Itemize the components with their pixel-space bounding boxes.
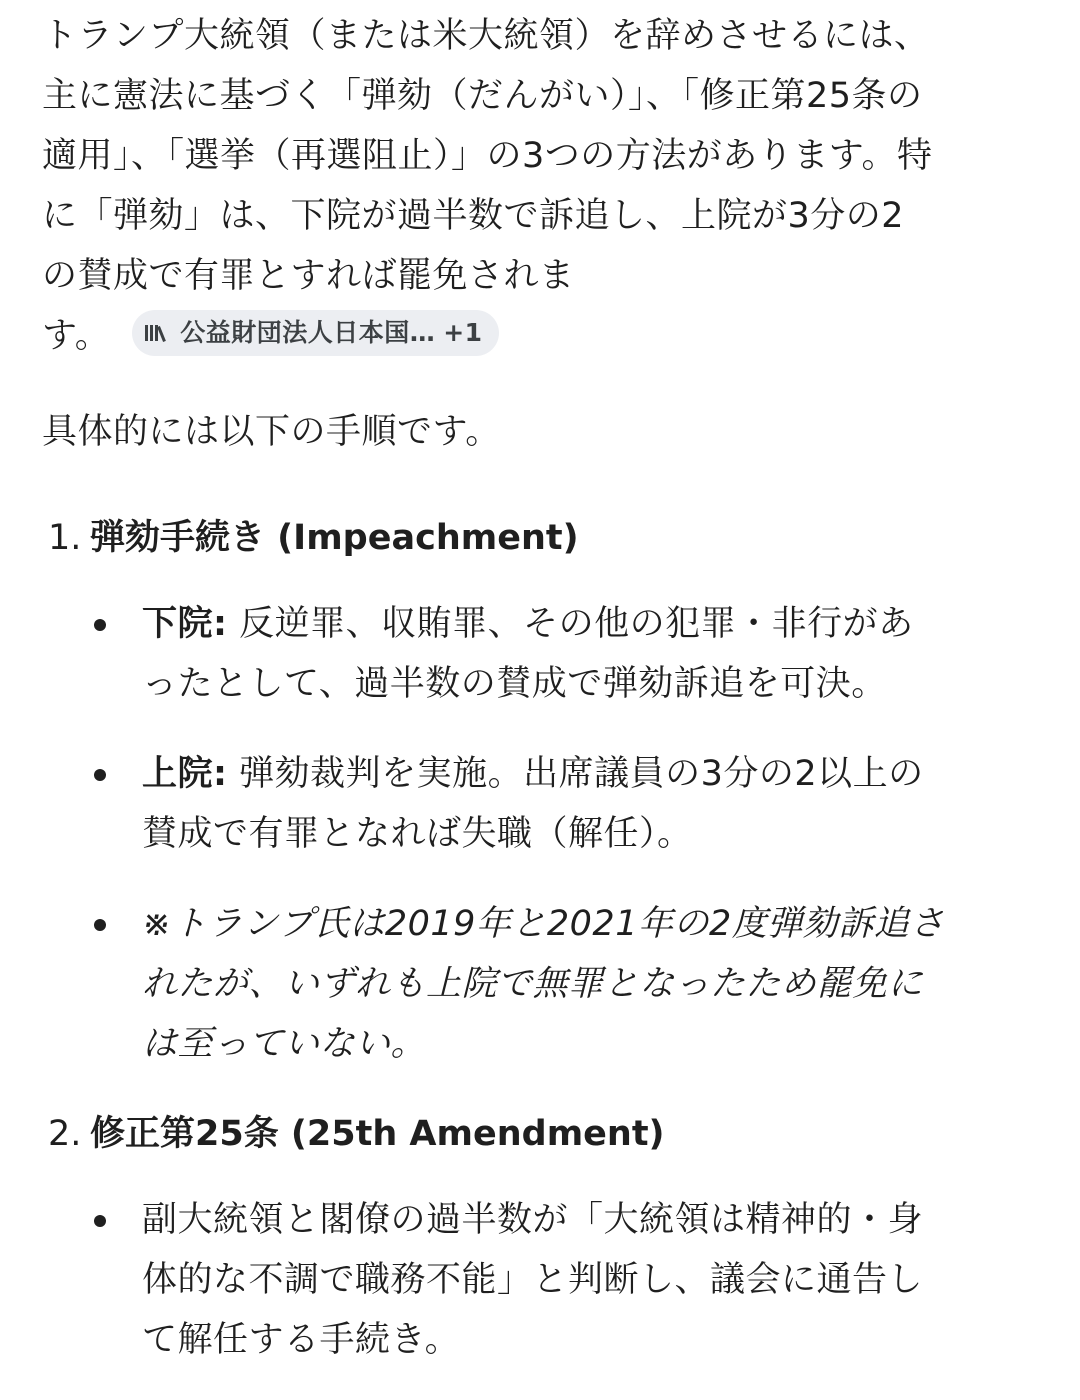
amendment-bullet-list <box>42 1190 1042 1370</box>
bullet-text: ったとして、過半数の賛成で弾劾訴追を可決。 <box>142 664 887 704</box>
impeachment-bullet-list <box>42 594 1042 1074</box>
intro-text: 具体的には以下の手順です。 <box>42 412 501 452</box>
summary-line: 主に憲法に基づく「弾劾（だんがい）」、「修正第25条の <box>42 76 923 116</box>
section-heading-impeachment <box>42 508 1042 568</box>
response-content <box>42 6 1042 1400</box>
summary-line: に「弾劾」は、下院が過半数で訴追し、上院が3分の2 <box>42 196 905 236</box>
bullet-senate <box>42 744 1042 864</box>
summary-paragraph <box>42 6 1042 366</box>
bullet-text: 副大統領と閣僚の過半数が「大統領は精神的・身 <box>142 1200 924 1240</box>
source-citation-chip[interactable] <box>132 310 498 356</box>
summary-last-fragment: す。 <box>42 316 111 356</box>
bullet-text: れたが、いずれも上院で無罪となったため罷免に <box>142 964 924 1004</box>
bullet-term: 上院: <box>142 754 228 794</box>
section-heading-25th-amendment <box>42 1104 1042 1164</box>
summary-line: の賛成で有罪とすれば罷免されま <box>42 256 575 296</box>
bullet-text: 反逆罪、収賄罪、その他の犯罪・非行があ <box>227 604 914 644</box>
bullet-note <box>42 894 1042 1074</box>
section-title: 修正第25条 (25th Amendment) <box>90 1114 665 1154</box>
source-chip-count: +1 <box>443 318 483 347</box>
bullet-text: 弾劾裁判を実施。出席議員の3分の2以上の <box>227 754 924 794</box>
section-number: 2. <box>48 1114 82 1154</box>
bullet-amendment <box>42 1190 1042 1370</box>
bullet-text: は至っていない。 <box>142 1024 427 1064</box>
section-number: 1. <box>48 518 82 558</box>
bullet-text: て解任する手続き。 <box>142 1320 461 1360</box>
bullet-term: 下院: <box>142 604 228 644</box>
section-title: 弾劾手続き (Impeachment) <box>90 518 579 558</box>
source-chip-label: 公益財団法人日本国… <box>180 318 436 347</box>
bullet-house <box>42 594 1042 714</box>
bullet-text: ※トランプ氏は2019年と2021年の2度弾劾訴追さ <box>142 904 945 944</box>
bullet-text: 賛成で有罪となれば失職（解任）。 <box>142 814 693 854</box>
bullet-text: 体的な不調で職務不能」と判断し、議会に通告し <box>142 1260 924 1300</box>
summary-line-last <box>42 306 1042 366</box>
library-icon <box>144 322 170 344</box>
summary-line: 適用」、「選挙（再選阻止）」の3つの方法があります。特 <box>42 136 933 176</box>
summary-line: トランプ大統領（または米大統領）を辞めさせるには、 <box>42 16 930 56</box>
